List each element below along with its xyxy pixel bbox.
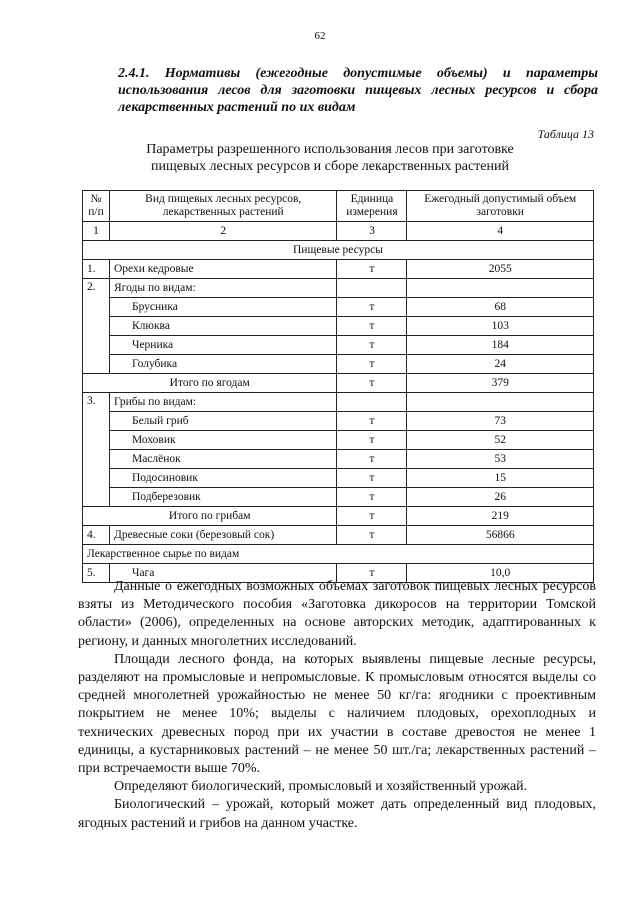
col-number: 3 bbox=[337, 222, 407, 241]
row-value: 2055 bbox=[407, 260, 594, 279]
row-value: 53 bbox=[407, 450, 594, 469]
table-row bbox=[83, 336, 594, 355]
caption-line-1: Параметры разрешенного использования лесов при заготовке bbox=[146, 142, 514, 157]
col-number: 4 bbox=[407, 222, 594, 241]
paragraph: Биологический – урожай, который может дать определенный вид плодовых, ягодных растений и грибов на данном участке. bbox=[78, 797, 596, 831]
row-name: Брусника bbox=[109, 298, 337, 317]
row-num: 5. bbox=[83, 564, 110, 583]
table-caption bbox=[80, 141, 580, 175]
row-num: 1. bbox=[83, 260, 110, 279]
section-title: 2.4.1. Нормативы (ежегодные допустимые объемы) и параметры использования лесов для заготовки пищевых лесных ресурсов и сбора лекарственных растений по их видам bbox=[118, 66, 598, 115]
row-unit: т bbox=[337, 564, 407, 583]
row-unit: т bbox=[337, 355, 407, 374]
section-row-medicinal bbox=[83, 545, 594, 564]
row-name: Клюква bbox=[109, 317, 337, 336]
table-row bbox=[83, 450, 594, 469]
table-row bbox=[83, 412, 594, 431]
table-label: Таблица 13 bbox=[537, 127, 594, 141]
row-value bbox=[407, 279, 594, 298]
total-row-mushrooms bbox=[83, 507, 594, 526]
table-row bbox=[83, 260, 594, 279]
paragraph: Площади лесного фонда, на которых выявлены пищевые лесные ресурсы, разделяют на промысловые и непромысловые. К промысловым относятся выделы со средней многолетней урожайностью не менее 50 кг/га: ягодники с проективным покрытием не менее 10%; выделы с наличием плодовых, орехоплодных и технических древесных пород при их участии в составе древостоя не менее 1 единицы, а кустарниковых растений – не менее 50 шт./га; лекарственных растений – при встречаемости выше 70%. bbox=[78, 651, 596, 777]
row-unit: т bbox=[337, 488, 407, 507]
row-name: Моховик bbox=[109, 431, 337, 450]
row-name: Древесные соки (березовый сок) bbox=[109, 526, 337, 545]
paragraph: Данные о ежегодных возможных объемах заготовок пищевых лесных ресурсов взяты из Методического пособия «Заготовка дикоросов на территории Томской области» (2006), определенных на основе авторских методик, адаптированных к региону, и данных многолетних исследований. bbox=[78, 579, 596, 649]
total-label: Итого по грибам bbox=[83, 507, 337, 526]
total-value: 379 bbox=[407, 374, 594, 393]
row-name: Белый гриб bbox=[109, 412, 337, 431]
col-number: 2 bbox=[109, 222, 337, 241]
row-name: Грибы по видам: bbox=[109, 393, 337, 412]
row-unit: т bbox=[337, 317, 407, 336]
total-unit: т bbox=[337, 374, 407, 393]
table-row bbox=[83, 317, 594, 336]
row-unit: т bbox=[337, 260, 407, 279]
caption-line-2: пищевых лесных ресурсов и сборе лекарственных растений bbox=[151, 159, 509, 174]
row-value: 68 bbox=[407, 298, 594, 317]
table-row bbox=[83, 279, 594, 298]
row-unit bbox=[337, 279, 407, 298]
total-unit: т bbox=[337, 507, 407, 526]
section-food-label: Пищевые ресурсы bbox=[83, 241, 594, 260]
total-row-berries bbox=[83, 374, 594, 393]
table-row bbox=[83, 298, 594, 317]
row-name: Орехи кедровые bbox=[109, 260, 337, 279]
row-unit: т bbox=[337, 431, 407, 450]
row-unit: т bbox=[337, 469, 407, 488]
row-value: 56866 bbox=[407, 526, 594, 545]
col-number: 1 bbox=[83, 222, 110, 241]
header-volume: Ежегодный допустимый объем заготовки bbox=[407, 191, 594, 222]
paragraph: Определяют биологический, промысловый и хозяйственный урожай. bbox=[114, 779, 528, 795]
row-value: 73 bbox=[407, 412, 594, 431]
row-value: 184 bbox=[407, 336, 594, 355]
row-value: 24 bbox=[407, 355, 594, 374]
row-num: 3. bbox=[83, 393, 110, 507]
row-unit: т bbox=[337, 526, 407, 545]
row-value: 103 bbox=[407, 317, 594, 336]
total-label: Итого по ягодам bbox=[83, 374, 337, 393]
table-row bbox=[83, 355, 594, 374]
section-row-food bbox=[83, 241, 594, 260]
row-name: Черника bbox=[109, 336, 337, 355]
table-row bbox=[83, 469, 594, 488]
page-number: 62 bbox=[314, 30, 326, 42]
row-name: Чага bbox=[109, 564, 337, 583]
row-unit bbox=[337, 393, 407, 412]
row-value: 26 bbox=[407, 488, 594, 507]
row-name: Подосиновик bbox=[109, 469, 337, 488]
row-value: 52 bbox=[407, 431, 594, 450]
table-row bbox=[83, 431, 594, 450]
header-num: № п/п bbox=[83, 191, 110, 222]
total-value: 219 bbox=[407, 507, 594, 526]
row-name: Голубика bbox=[109, 355, 337, 374]
table-header-row bbox=[83, 191, 594, 222]
row-num: 4. bbox=[83, 526, 110, 545]
row-unit: т bbox=[337, 336, 407, 355]
table-row bbox=[83, 526, 594, 545]
row-name: Ягоды по видам: bbox=[109, 279, 337, 298]
row-value bbox=[407, 393, 594, 412]
column-number-row bbox=[83, 222, 594, 241]
row-num: 2. bbox=[83, 279, 110, 374]
row-value: 15 bbox=[407, 469, 594, 488]
header-unit: Единица измерения bbox=[337, 191, 407, 222]
header-type: Вид пищевых лесных ресурсов, лекарственных растений bbox=[109, 191, 337, 222]
table-row bbox=[83, 393, 594, 412]
row-name: Подберезовик bbox=[109, 488, 337, 507]
row-unit: т bbox=[337, 450, 407, 469]
section-medicinal-label: Лекарственное сырье по видам bbox=[83, 545, 594, 564]
body-text bbox=[78, 578, 596, 833]
row-unit: т bbox=[337, 412, 407, 431]
row-value: 10,0 bbox=[407, 564, 594, 583]
resources-table bbox=[82, 190, 594, 583]
row-name: Маслёнок bbox=[109, 450, 337, 469]
table-row bbox=[83, 488, 594, 507]
row-unit: т bbox=[337, 298, 407, 317]
